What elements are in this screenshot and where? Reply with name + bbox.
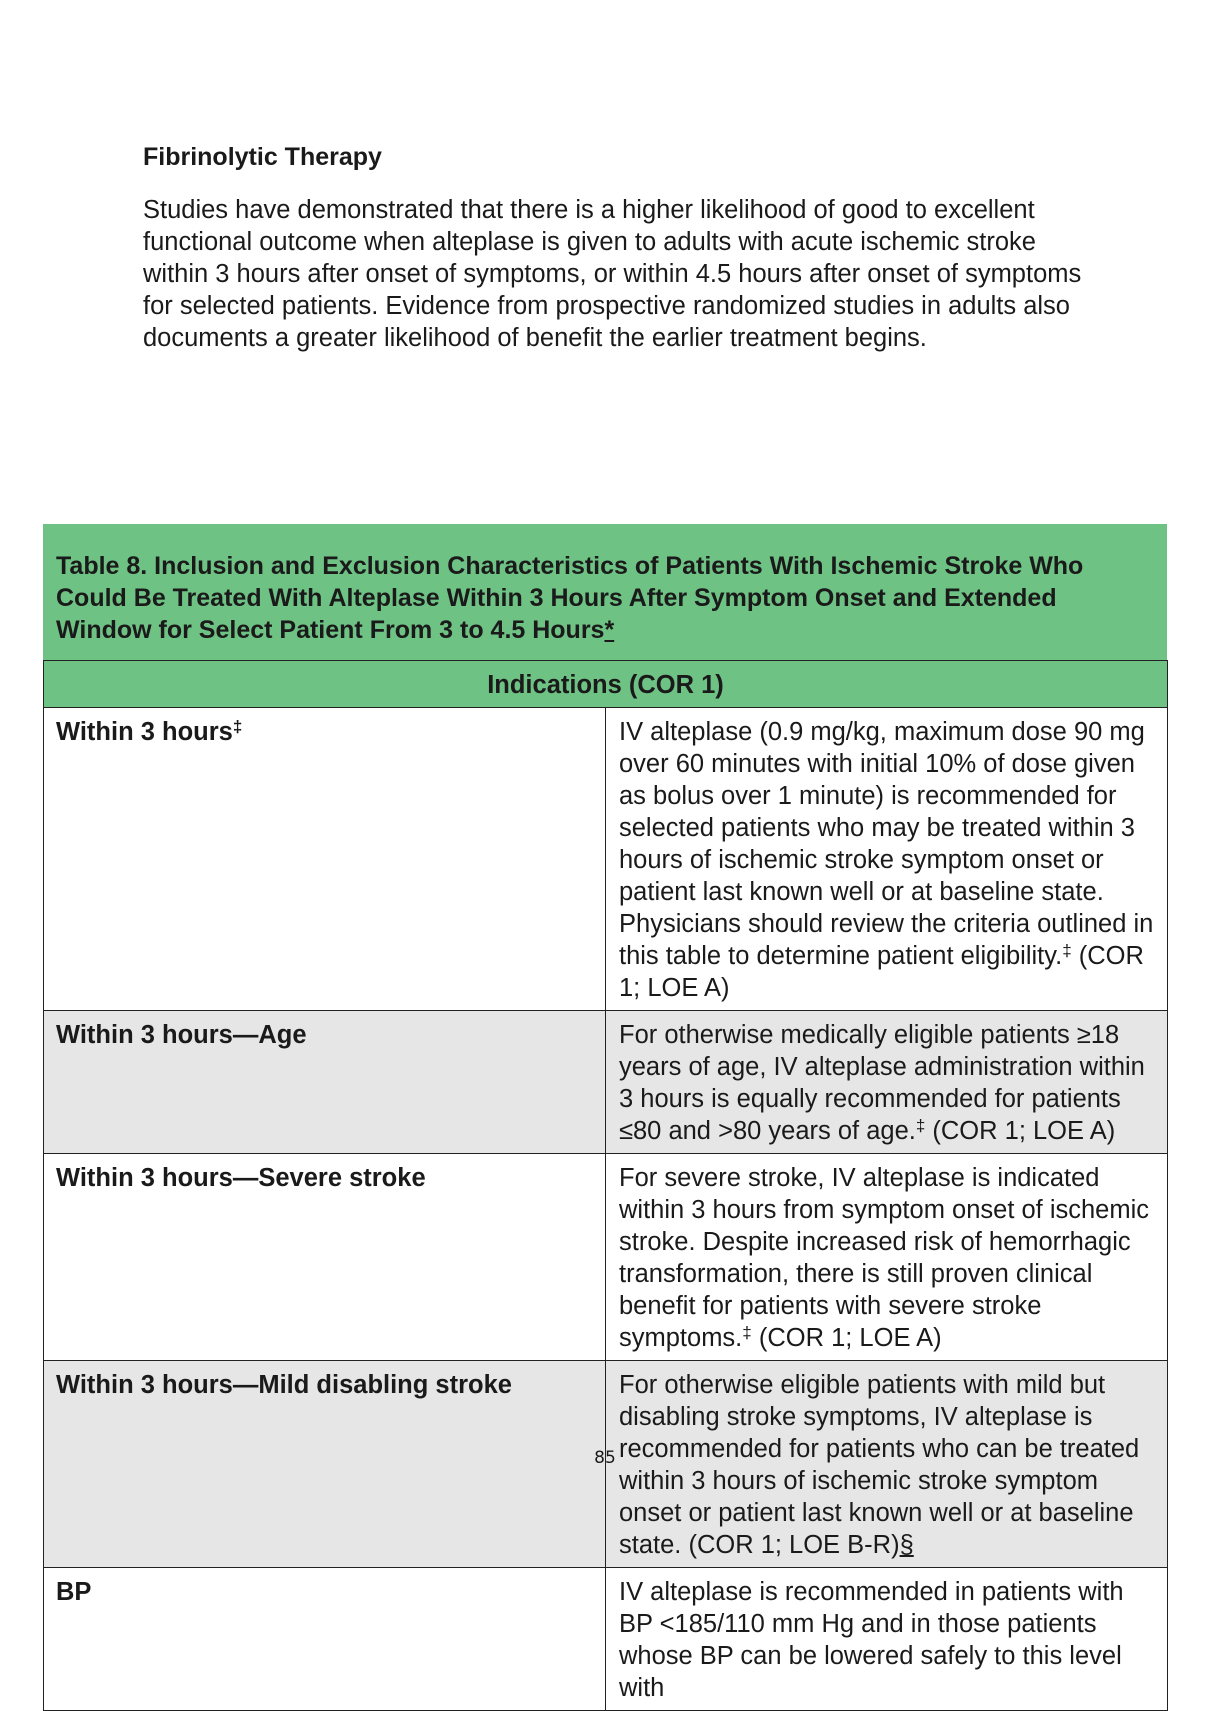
- section-mark-link[interactable]: §: [899, 1531, 914, 1559]
- table-row: [44, 1568, 1168, 1711]
- row-text: IV alteplase is recommended in patients with BP <185/110 mm Hg and in those patients whose BP can be lowered safely to this level with: [606, 1568, 1168, 1711]
- section-heading: Fibrinolytic Therapy: [143, 143, 382, 171]
- table-title: [43, 524, 1167, 660]
- row-text: For otherwise medically eligible patients ≥18 years of age, IV alteplase administration within 3 hours is equally recommended for patients ≤80 and >80 years of age.‡ (COR 1; LOE A): [606, 1011, 1168, 1154]
- double-dagger-mark: ‡: [742, 1323, 752, 1342]
- indications-heading: Indications (COR 1): [44, 661, 1168, 708]
- double-dagger-mark: ‡: [915, 1116, 926, 1135]
- table-title-asterisk-link[interactable]: *: [604, 616, 615, 644]
- indications-header-row: [44, 661, 1168, 708]
- table-title-text: Table 8. Inclusion and Exclusion Characteristics of Patients With Ischemic Stroke Who Could Be Treated With Alteplase Within 3 Hours After Symptom Onset and Extended Window for Select Patient From 3 to 4.5 Hours: [56, 552, 1084, 644]
- double-dagger-mark: ‡: [232, 717, 243, 736]
- criteria-table: [43, 660, 1168, 1711]
- table-row: [44, 708, 1168, 1011]
- row-text: For otherwise eligible patients with mild but disabling stroke symptoms, IV alteplase is recommended for patients who can be treated within 3 hours of ischemic stroke symptom onset or patient last known well or at baseline state. (COR 1; LOE B-R)§: [606, 1361, 1168, 1568]
- row-label: Within 3 hours—Severe stroke: [44, 1154, 606, 1361]
- table-row: [44, 1154, 1168, 1361]
- table-row: [44, 1011, 1168, 1154]
- row-label: Within 3 hours—Age: [44, 1011, 606, 1154]
- page-number: 85: [594, 1448, 616, 1468]
- row-text: For severe stroke, IV alteplase is indicated within 3 hours from symptom onset of ischemic stroke. Despite increased risk of hemorrhagic transformation, there is still proven clinical benefit for patients with severe stroke symptoms.‡ (COR 1; LOE A): [606, 1154, 1168, 1361]
- row-text: IV alteplase (0.9 mg/kg, maximum dose 90 mg over 60 minutes with initial 10% of dose given as bolus over 1 minute) is recommended for selected patients who may be treated within 3 hours of ischemic stroke symptom onset or patient last known well or at baseline state. Physicians should review the criteria outlined in this table to determine patient eligibility.‡ (COR 1; LOE A): [606, 708, 1168, 1011]
- row-label: BP: [44, 1568, 606, 1711]
- row-label: Within 3 hours‡: [44, 708, 606, 1011]
- intro-paragraph: Studies have demonstrated that there is a higher likelihood of good to excellent functional outcome when alteplase is given to adults with acute ischemic stroke within 3 hours after onset of symptoms, or within 4.5 hours after onset of symptoms for selected patients. Evidence from prospective randomized studies in adults also documents a greater likelihood of benefit the earlier treatment begins.: [143, 196, 1082, 352]
- double-dagger-mark: ‡: [1062, 941, 1072, 960]
- row-label: Within 3 hours—Mild disabling stroke: [44, 1361, 606, 1568]
